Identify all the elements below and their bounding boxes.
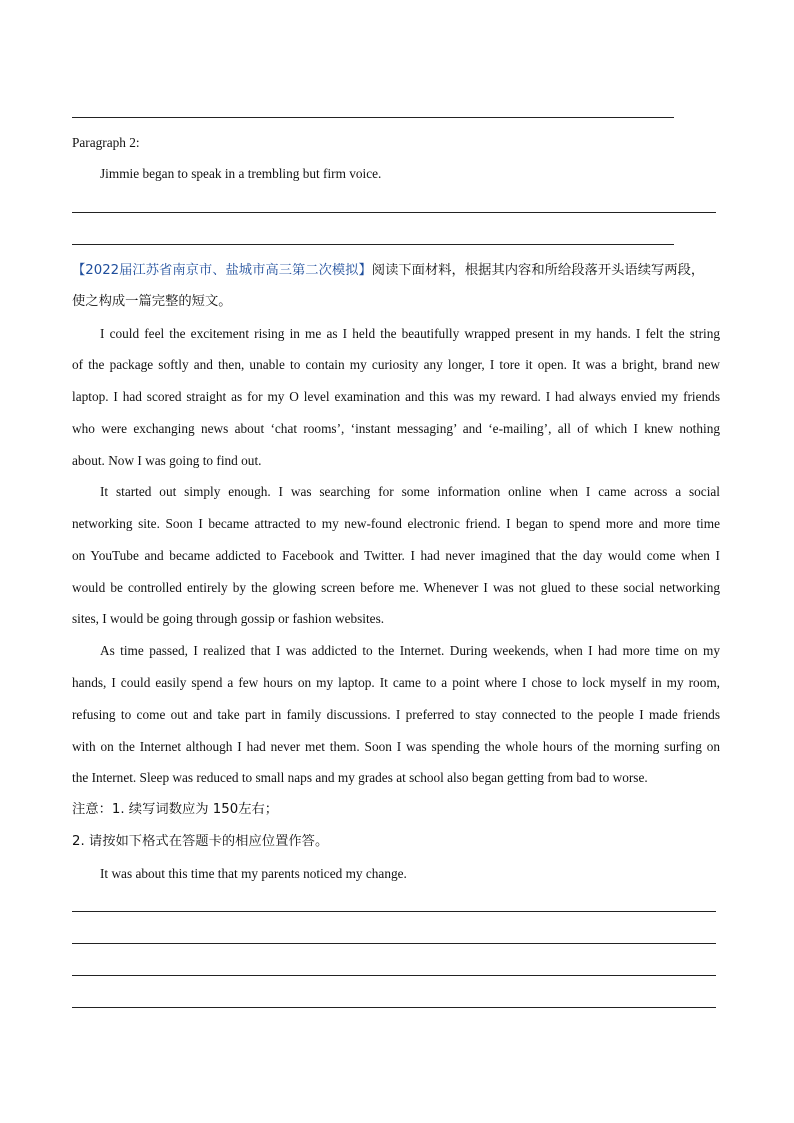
answer-line [72,1007,716,1008]
passage-line: It started out simply enough. I was searching for some information online when I came across a social [100,484,720,499]
task-instruction: 阅读下面材料，根据其内容和所给段落开头语续写两段， [371,263,705,278]
passage-line: about. Now I was going to find out. [72,453,262,468]
passage-line: on YouTube and became addicted to Facebook and Twitter. I had never imagined that the day would come when I [72,548,720,563]
passage-line: with on the Internet although I had never met them. Soon I was spending the whole hours of the morning surfing on [72,739,720,754]
paragraph2-label: Paragraph 2: [72,135,140,150]
passage-line: hands, I could easily spend a few hours on my laptop. It came to a point where I chose to lock myself in my room, [72,675,720,690]
answer-line [72,244,674,245]
task-instruction-continued: 使之构成一篇完整的短文。 [72,294,232,309]
paragraph2-opening: Jimmie began to speak in a trembling but firm voice. [100,166,382,181]
note-word-count: 注意：1. 续写词数应为 150左右； [72,802,279,817]
answer-line [72,943,716,944]
answer-line [72,911,716,912]
passage-line: laptop. I had scored straight as for my O level examination and this was my reward. I had always envied my friends [72,389,720,404]
passage-line: who were exchanging news about ‘chat rooms’, ‘instant messaging’ and ‘e-mailing’, all of which I knew nothing [72,421,720,436]
passage-line: would be controlled entirely by the glowing screen before me. Whenever I was not glued to these social networking [72,580,720,595]
passage-line: I could feel the excitement rising in me as I held the beautifully wrapped present in my hands. I felt the string [100,326,720,341]
note-format: 2. 请按如下格式在答题卡的相应位置作答。 [72,834,329,849]
paragraph-opening: It was about this time that my parents noticed my change. [100,866,407,881]
passage-line: As time passed, I realized that I was addicted to the Internet. During weekends, when I had more time on my [100,643,720,658]
passage-line: refusing to come out and take part in family discussions. I preferred to stay connected to the people I made friends [72,707,720,722]
answer-line [72,117,674,118]
passage-line: sites, I would be going through gossip or fashion websites. [72,611,385,626]
passage-line: the Internet. Sleep was reduced to small naps and my grades at school also began getting from bad to worse. [72,770,648,785]
answer-line [72,212,716,213]
answer-line [72,975,716,976]
task-heading [72,261,722,280]
passage-line: of the package softly and then, unable to contain my curiosity any longer, I tore it open. It was a bright, brand new [72,357,720,372]
task-source: 【2022届江苏省南京市、盐城市高三第二次模拟】 [72,263,372,278]
passage-line: networking site. Soon I became attracted to my new-found electronic friend. I began to spend more and more time [72,516,720,531]
